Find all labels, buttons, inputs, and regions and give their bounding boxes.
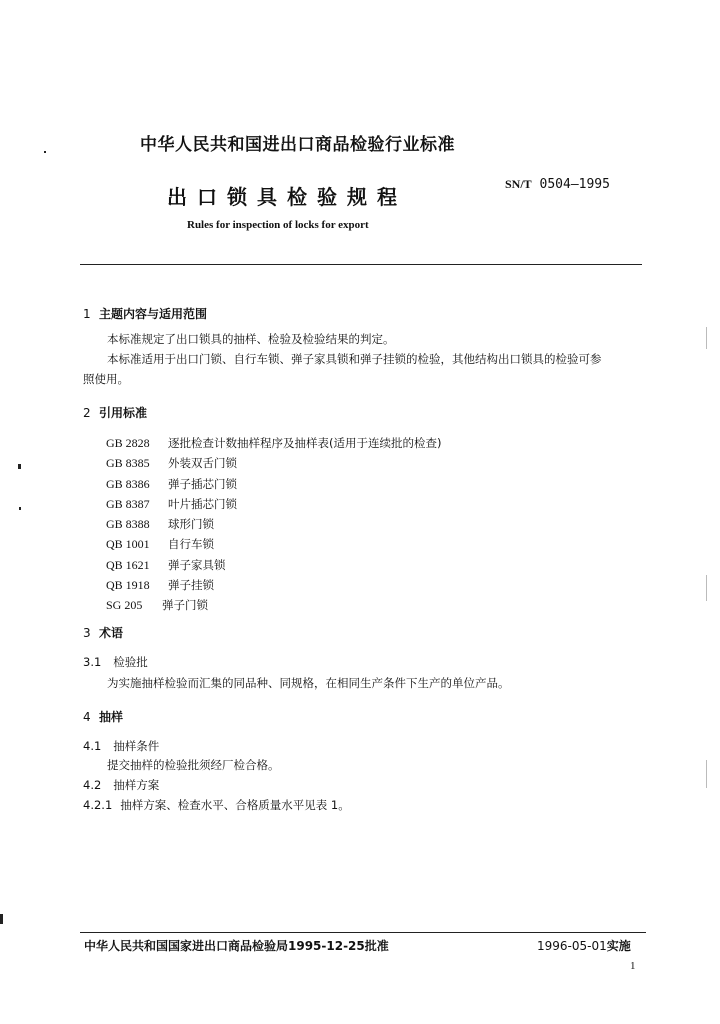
section-4-heading — [83, 708, 123, 725]
reference-item — [106, 555, 441, 575]
subsection-number: 3.1 — [83, 655, 102, 669]
section-title: 抽样 — [99, 710, 124, 724]
subsection-4-2-1-heading — [83, 797, 350, 813]
subsection-3-1-heading — [83, 654, 148, 670]
subsection-3-1-text: 为实施抽样检验而汇集的同品种、同规格，在相同生产条件下生产的单位产品。 — [107, 676, 510, 690]
header-divider — [80, 264, 642, 265]
approval-statement: 中华人民共和国国家进出口商品检验局1995-12-25批准 — [84, 939, 389, 953]
section-title: 主题内容与适用范围 — [99, 307, 208, 321]
reference-item — [106, 595, 441, 615]
section-3-heading — [83, 624, 123, 641]
section-1-paragraph-1: 本标准规定了出口锁具的抽样、检验及检验结果的判定。 — [107, 332, 395, 346]
subsection-title: 抽样方案 — [113, 778, 160, 792]
subsection-4-1-heading — [83, 738, 159, 754]
reference-title: 弹子挂锁 — [168, 578, 214, 593]
reference-item — [106, 453, 441, 473]
reference-title: 弹子插芯门锁 — [168, 476, 237, 491]
section-number: 1 — [83, 307, 91, 321]
standard-number-value: 0504—1995 — [531, 177, 610, 192]
reference-code: QB 1918 — [106, 578, 150, 593]
reference-title: 逐批检查计数抽样程序及抽样表(适用于连续批的检查) — [168, 436, 442, 450]
effective-date — [537, 937, 631, 954]
section-number: 3 — [83, 626, 91, 640]
reference-code: SG 205 — [106, 598, 143, 613]
scan-edge-mark — [706, 327, 707, 349]
subsection-number: 4.2.1 — [83, 798, 113, 812]
subsection-4-1-text: 提交抽样的检验批须经厂检合格。 — [107, 758, 280, 772]
reference-title: 外装双舌门锁 — [168, 456, 237, 471]
reference-title: 弹子门锁 — [162, 598, 208, 613]
reference-item — [106, 474, 441, 494]
scan-edge-mark — [706, 575, 707, 601]
subsection-4-2-heading — [83, 777, 159, 793]
document-title: 出口锁具检验规程 — [167, 185, 407, 209]
standard-number-prefix: SN/T — [505, 177, 532, 191]
english-title: Rules for inspection of locks for export — [187, 219, 369, 231]
scan-speck — [19, 507, 21, 510]
scan-speck — [44, 151, 46, 153]
industry-standard-title: 中华人民共和国进出口商品检验行业标准 — [140, 135, 455, 155]
page-number: 1 — [630, 960, 636, 972]
reference-code: GB 8387 — [106, 496, 150, 511]
reference-code: GB 8388 — [106, 517, 150, 532]
section-title: 引用标准 — [99, 406, 148, 420]
reference-list — [106, 433, 441, 616]
effective-date-value: 1996-05-01 — [537, 939, 607, 953]
scan-edge-mark — [706, 760, 707, 788]
subsection-title: 抽样条件 — [113, 739, 160, 753]
scan-speck — [0, 914, 3, 924]
reference-code: QB 1621 — [106, 557, 150, 572]
footer-divider — [80, 932, 646, 933]
reference-item — [106, 534, 441, 554]
reference-item — [106, 514, 441, 534]
subsection-number: 4.1 — [83, 739, 102, 753]
reference-title: 叶片插芯门锁 — [168, 496, 237, 511]
reference-item — [106, 433, 441, 453]
section-number: 2 — [83, 406, 91, 420]
reference-item — [106, 494, 441, 514]
reference-code: GB 8385 — [106, 456, 150, 471]
section-1-paragraph-2-line-2: 照使用。 — [83, 372, 129, 386]
section-title: 术语 — [99, 626, 124, 640]
effective-label: 实施 — [606, 939, 631, 953]
reference-title: 自行车锁 — [168, 537, 214, 552]
reference-title: 弹子家具锁 — [168, 557, 226, 572]
reference-code: GB 8386 — [106, 476, 150, 491]
section-2-heading — [83, 404, 147, 421]
scan-speck — [18, 464, 21, 469]
reference-code: QB 1001 — [106, 537, 150, 552]
section-number: 4 — [83, 710, 91, 724]
reference-code: GB 2828 — [106, 436, 150, 450]
reference-item — [106, 575, 441, 595]
section-1-heading — [83, 305, 207, 322]
reference-title: 球形门锁 — [168, 517, 214, 532]
subsection-title: 检验批 — [113, 655, 148, 669]
section-1-paragraph-2-line-1: 本标准适用于出口门锁、自行车锁、弹子家具锁和弹子挂锁的检验，其他结构出口锁具的检验可参 — [107, 352, 602, 366]
standard-number — [505, 177, 610, 192]
subsection-number: 4.2 — [83, 778, 102, 792]
subsection-text: 抽样方案、检查水平、合格质量水平见表 1。 — [120, 798, 350, 812]
